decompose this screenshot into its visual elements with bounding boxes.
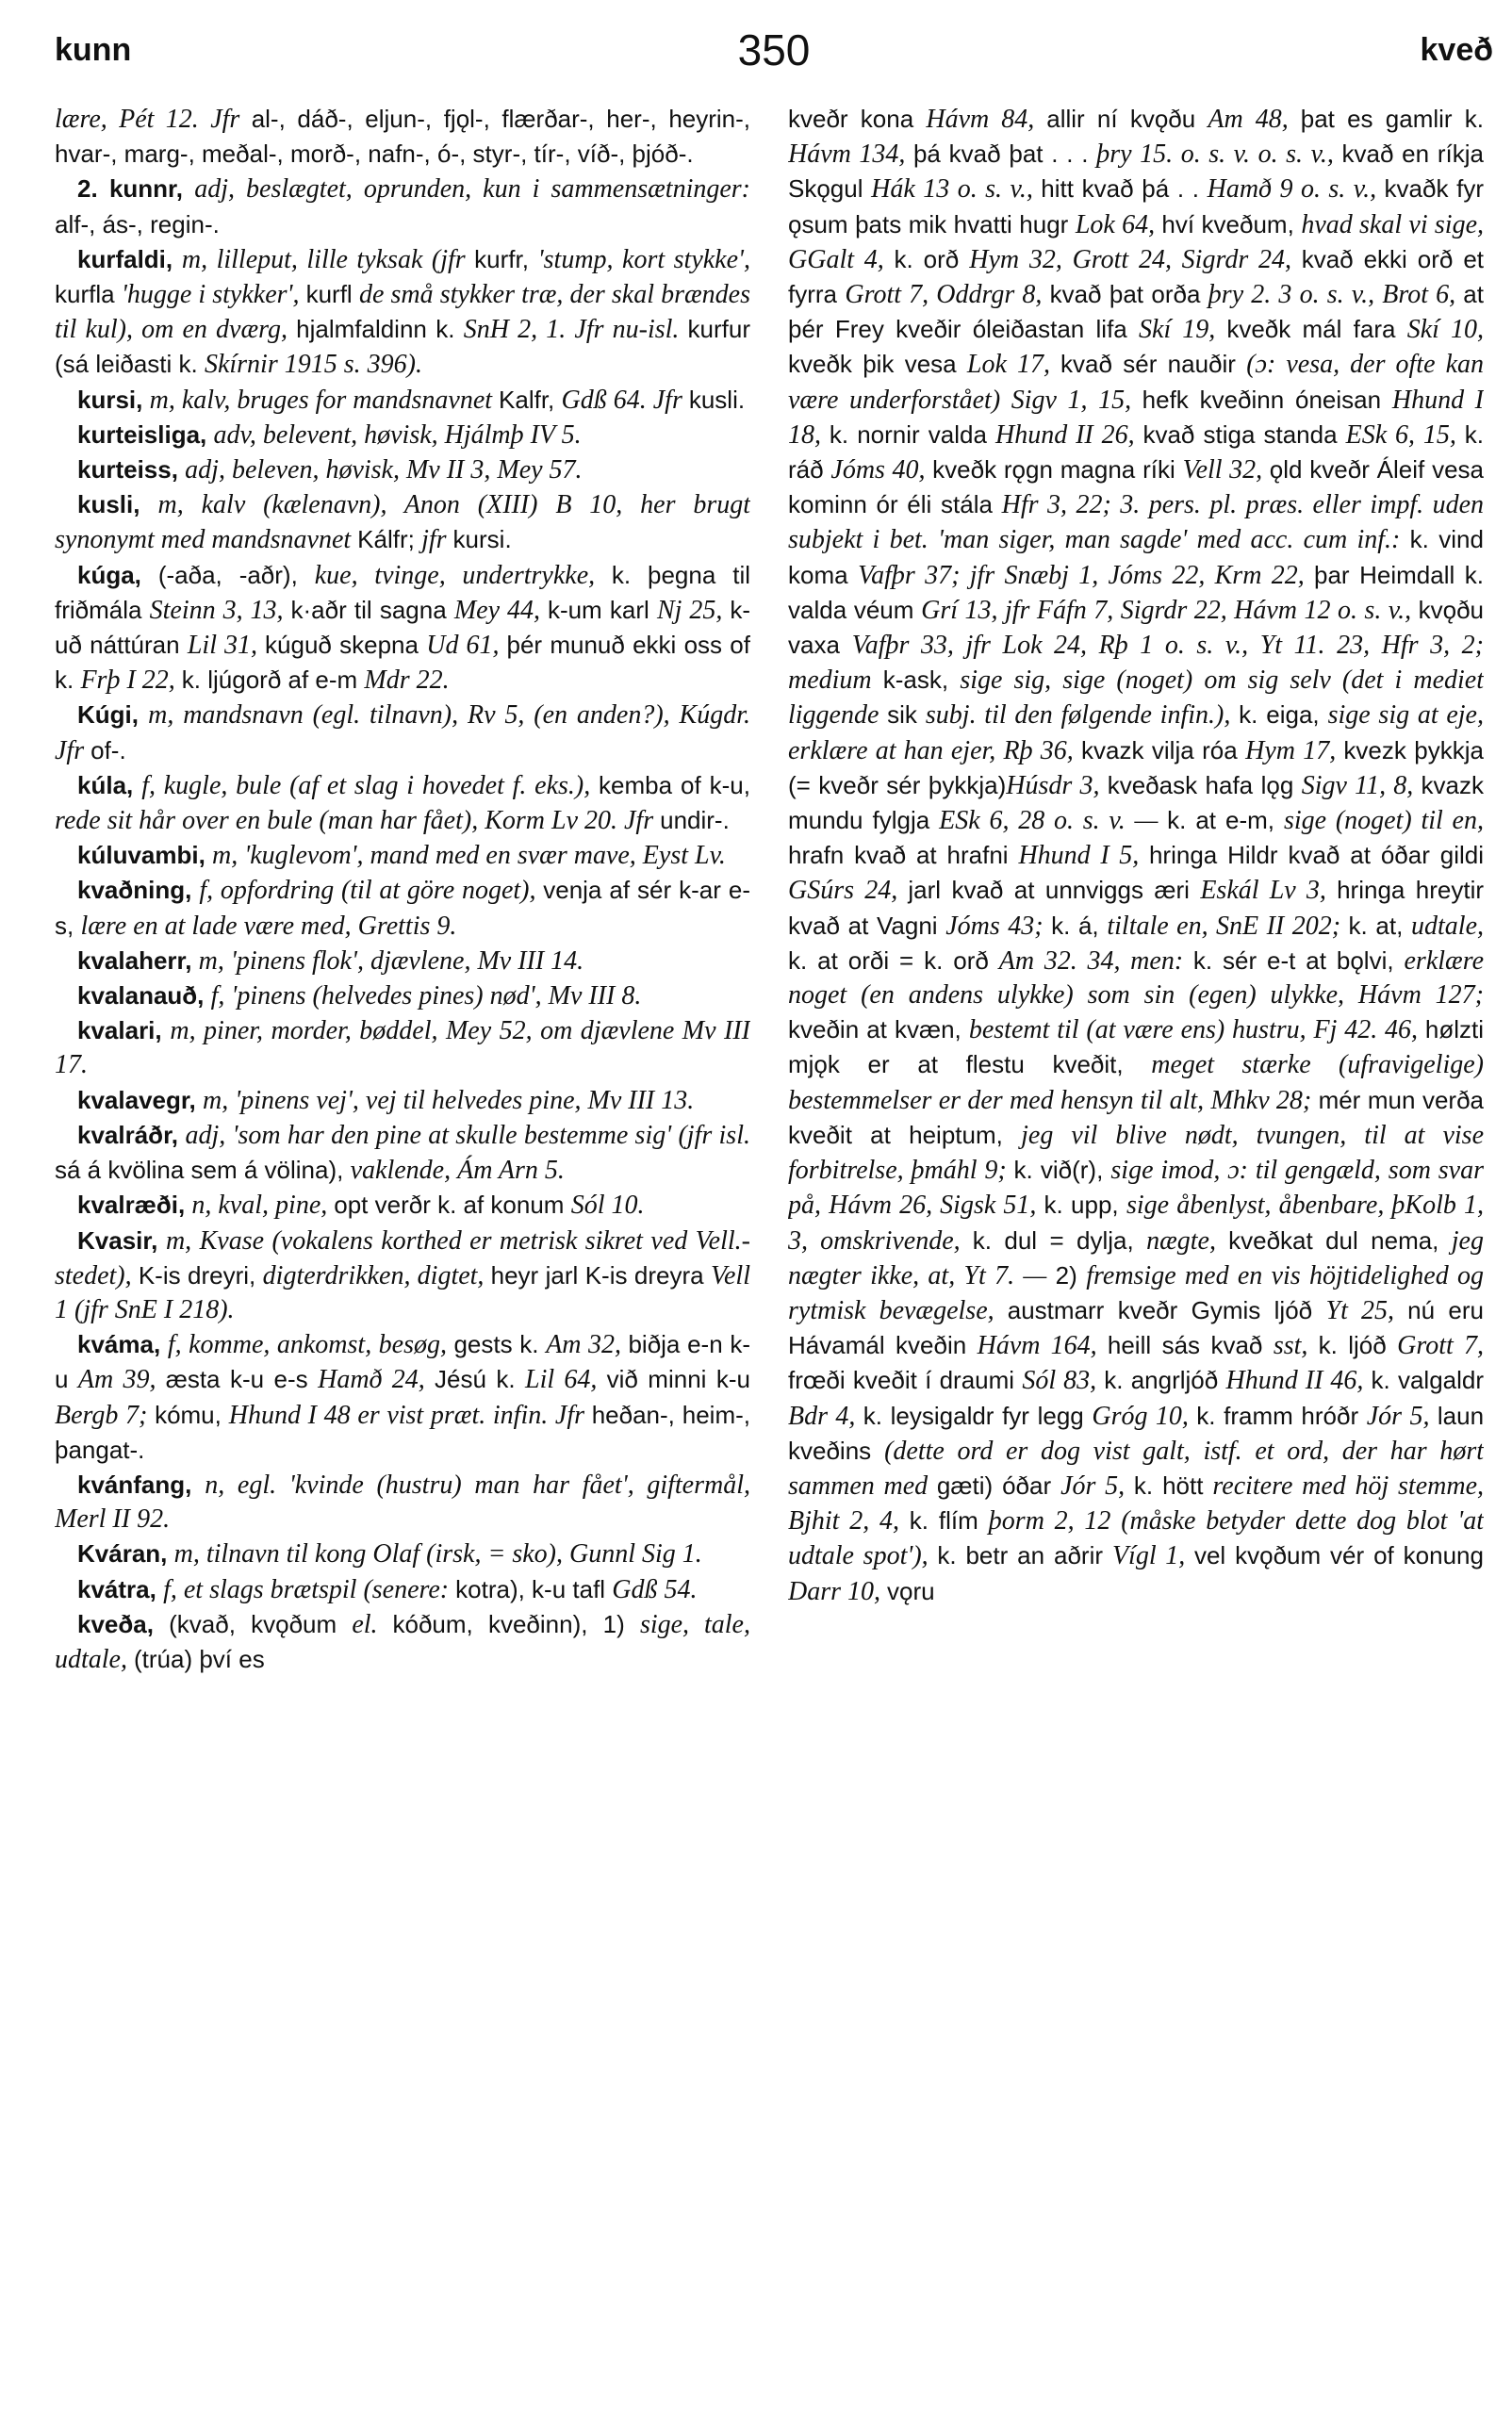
old-norse-text: nú eru Hávamál kveðin [788, 1295, 1484, 1360]
italic-gloss: Grí 13, jfr Fáfn 7, Sigrdr 22, Hávm 12 o. s. v., [921, 595, 1419, 625]
italic-gloss: Eskál Lv 3, [1200, 876, 1338, 906]
old-norse-text: undir-. [660, 806, 730, 835]
old-norse-text: al-, dáð-, eljun-, fjǫl-, flærðar-, her-, heyrin-, hvar-, marg-, meðal-, morð-, nafn-, ó-, styr-, tír-, víð-, þjóð-. [55, 105, 750, 169]
italic-gloss: 'stump, kort stykke', [537, 244, 750, 274]
italic-gloss: rede sit hår over en bule (man har fået), Korm Lv 20. Jfr [55, 806, 661, 836]
old-norse-text: kursi. [452, 525, 512, 554]
italic-gloss: Hávm 134, [788, 140, 913, 170]
dictionary-entry [55, 1468, 750, 1536]
italic-gloss: n, kval, pine, [191, 1191, 335, 1221]
italic-gloss: Lil 64, [525, 1365, 607, 1395]
old-norse-text: k. ráð [788, 419, 1484, 485]
italic-gloss: Hák 13 o. s. v., [871, 174, 1042, 205]
old-norse-text: of-. [90, 735, 126, 764]
page-number: 350 [737, 25, 811, 74]
old-norse-text: sik [887, 700, 926, 730]
headword: kúluvambi, [77, 841, 213, 870]
dictionary-entry [55, 452, 750, 487]
italic-gloss: Lil 31, [187, 631, 266, 661]
italic-gloss: lære, Pét 12. Jfr [55, 105, 252, 134]
old-norse-text: kurfur (sá leiðasti k. [55, 315, 750, 379]
old-norse-text: k. ljóð [1318, 1331, 1398, 1360]
italic-gloss: n, egl. 'kvinde (hustru) man har fået', giftermål, Merl II 92. [55, 1470, 750, 1535]
italic-gloss: Am 32, [546, 1330, 629, 1360]
headword: kvalari, [77, 1016, 171, 1045]
headword: kúla, [77, 770, 142, 799]
old-norse-text: kvezk þykkja (= kveðr sér þykkja) [788, 735, 1484, 799]
headword: kusli, [77, 490, 158, 519]
italic-gloss: Mdr 22. [364, 666, 450, 696]
continued-entry [55, 102, 750, 172]
old-norse-text: Kálfr; [357, 525, 422, 554]
old-norse-text: jarl kvað at unnviggs æri [908, 876, 1201, 905]
italic-gloss: sige åbenlyst, åbenbare, þKolb 1, 3, omskrivende, [788, 1191, 1484, 1256]
old-norse-text: Kalfr, [499, 385, 562, 414]
headword: kvalráðr, [77, 1120, 186, 1149]
old-norse-text: hrafn kvað at hrafni [788, 841, 1019, 870]
old-norse-text: k. þegna til friðmála [55, 560, 750, 624]
old-norse-text: hringa hreytir kvað at Vagni [788, 876, 1484, 940]
old-norse-text: kvaðk fyr ǫsum þats mik hvatti hugr [788, 174, 1484, 238]
headword: kvalræði, [77, 1191, 192, 1220]
old-norse-text: Jésú k. [434, 1365, 526, 1394]
old-norse-text: k-uð náttúran [55, 595, 750, 660]
italic-gloss: el. [352, 1609, 393, 1639]
old-norse-text: kvað ekki orð et fyrra [788, 244, 1484, 309]
old-norse-text: kveðk mál fara [1226, 315, 1407, 344]
italic-gloss: Húsdr 3, [1006, 770, 1108, 800]
italic-gloss: adj, 'som har den pine at skulle bestemme sig' (jfr isl. [185, 1120, 750, 1150]
italic-gloss: Hym 17, [1245, 735, 1344, 765]
headword: kvátra, [77, 1574, 164, 1603]
dictionary-entry [55, 873, 750, 943]
old-norse-text: k. angrljóð [1104, 1366, 1226, 1395]
italic-gloss: þry 2. 3 o. s. v., Brot 6, [1208, 280, 1464, 310]
old-norse-text: æsta k-u e-s [165, 1365, 319, 1394]
old-norse-text: kvazk vilja róa [1081, 735, 1246, 764]
old-norse-text: sá á kvölina sem á völina), [55, 1156, 351, 1185]
old-norse-text: kusli. [688, 385, 746, 414]
italic-gloss: m, piner, morder, bøddel, Mey 52, om djævlene Mv III 17. [55, 1016, 750, 1080]
old-norse-text: mér mun verða kveðit at heiptum, [788, 1085, 1484, 1149]
italic-gloss: sige imod, ɔ: til gengæld, som svar på, Hávm 26, Sigsk 51, [788, 1156, 1484, 1221]
old-norse-text: kemba of k-u, [598, 770, 750, 799]
italic-gloss: f, komme, ankomst, besøg, [167, 1330, 454, 1360]
text-columns [55, 102, 1484, 2411]
old-norse-text: k. vind koma [788, 525, 1484, 589]
italic-gloss: Jóms 43; [945, 911, 1052, 941]
italic-gloss: f, et slags brætspil (senere: [163, 1574, 456, 1604]
italic-gloss: m, 'pinens vej', vej til helvedes pine, Mv III 13. [203, 1085, 695, 1115]
old-norse-text: k. at orði = k. orð [788, 945, 999, 975]
italic-gloss: Sól 10. [570, 1191, 645, 1221]
dictionary-entry [55, 1118, 750, 1188]
dictionary-entry [55, 1013, 750, 1082]
old-norse-text: kveðkat dul nema, [1228, 1225, 1452, 1255]
old-norse-text: k. at e-m, [1167, 806, 1284, 835]
old-norse-text: k. betr an aðrir [937, 1541, 1112, 1570]
italic-gloss: Hhund I 5, [1018, 841, 1149, 871]
italic-gloss: Lok 64, [1075, 209, 1162, 239]
italic-gloss: jeg vil blive nødt, tvungen, til at vise forbitrelse, þmáhl 9; [788, 1120, 1484, 1186]
italic-gloss: f, kugle, bule (af et slag i hovedet f. eks.), [141, 770, 599, 800]
old-norse-text: k. eiga, [1239, 700, 1328, 730]
old-norse-text: hjalmfaldinn k. [296, 315, 464, 344]
old-norse-text: k. nornir valda [829, 419, 995, 449]
italic-gloss: Hamð 9 o. s. v., [1207, 174, 1385, 205]
italic-gloss: Grott 7, [1397, 1331, 1484, 1361]
old-norse-text: k. dul = dylja, [972, 1225, 1147, 1255]
italic-gloss: Jór 5, [1060, 1471, 1134, 1501]
old-norse-text: k·aðr til sagna [290, 595, 454, 624]
italic-gloss: Vafþr 37; jfr Snæbj 1, Jóms 22, Krm 22, [858, 560, 1315, 590]
old-norse-text: vel kvǫðum vér of konung [1193, 1541, 1484, 1570]
old-norse-text: heðan-, heim-, þangat-. [55, 1400, 750, 1464]
old-norse-text: kotra), k-u tafl [455, 1574, 613, 1603]
dictionary-entry [55, 558, 750, 698]
italic-gloss: m, lilleput, lille tyksak (jfr [181, 244, 475, 274]
old-norse-text: k. framm hróðr [1196, 1401, 1367, 1430]
dictionary-entry [55, 172, 750, 241]
headword: kurteiss, [77, 455, 186, 485]
old-norse-text: 2) [1055, 1260, 1087, 1290]
italic-gloss: adj, beslægtet, oprunden, kun i sammensætninger: [194, 174, 750, 205]
italic-gloss: þorm 2, 12 (måske betyder dette dog blot 'at udtale spot'), [788, 1506, 1484, 1571]
italic-gloss: Hhund II 46, [1225, 1366, 1372, 1396]
italic-gloss: ESk 6, 28 o. s. v. — [939, 806, 1168, 836]
italic-gloss: f, opfordring (til at göre noget), [199, 876, 544, 906]
old-norse-text: k-um karl [547, 595, 657, 624]
italic-gloss: m, 'pinens flok', djævlene, Mv III 14. [198, 945, 584, 976]
italic-gloss: (dette ord er dog vist galt, istf. et ord, der har hørt sammen med [788, 1436, 1484, 1501]
dictionary-entry [55, 698, 750, 767]
italic-gloss: Am 48, [1208, 105, 1301, 134]
old-norse-text: kvað sér nauðir [1060, 350, 1247, 379]
left-guide-word: kunn [55, 32, 132, 68]
italic-gloss: Gdß 54. [612, 1574, 698, 1604]
headword: kvánfang, [77, 1470, 205, 1499]
italic-gloss: Am 39, [77, 1365, 166, 1395]
italic-gloss: Vell 32, [1182, 455, 1270, 485]
italic-gloss: Vell 1 (jfr SnE I 218). [55, 1260, 750, 1324]
old-norse-text: austmarr kveðr Gymis ljóð [1007, 1295, 1326, 1324]
headword: kvalaherr, [77, 945, 199, 975]
headword: kváma, [77, 1330, 168, 1359]
continued-entry [788, 102, 1484, 1609]
italic-gloss: lære en at lade være med, Grettis 9. [80, 911, 457, 941]
italic-gloss: Lok 17, [966, 350, 1061, 380]
italic-gloss: Sól 83, [1022, 1366, 1105, 1396]
old-norse-text: k. flím [909, 1506, 989, 1536]
old-norse-text: k-ask, [882, 666, 961, 695]
italic-gloss: recitere med höj stemme, Bjhit 2, 4, [788, 1471, 1484, 1536]
italic-gloss: (ɔ: vesa, der ofte kan være underforstået) Sigv 1, 15, [788, 350, 1484, 415]
old-norse-text: at þér Frey kveðir óleiðastan lifa [788, 280, 1484, 344]
italic-gloss: kue, tvinge, undertrykke, [314, 560, 612, 590]
old-norse-text: venja af sér k-ar e-s, [55, 876, 750, 940]
italic-gloss: Yt 25, [1325, 1295, 1408, 1325]
old-norse-text: K-is dreyri, [138, 1260, 263, 1290]
old-norse-text: kúguð skepna [265, 631, 427, 660]
italic-gloss: Jór 5, [1366, 1401, 1438, 1431]
headword: kvalanauð, [77, 981, 211, 1011]
italic-gloss: Darr 10, [788, 1576, 888, 1606]
italic-gloss: Hamð 24, [318, 1365, 435, 1395]
old-norse-text: k. upp, [1044, 1191, 1126, 1220]
old-norse-text: kveðk þik vesa [788, 350, 967, 379]
italic-gloss: Grott 7, Oddrgr 8, [845, 280, 1050, 310]
italic-gloss: Vafþr 33, jfr Lok 24, Rþ 1 o. s. v., Yt 11. 23, Hfr 3, 2; medium [788, 631, 1484, 696]
left-column [55, 102, 750, 2411]
dictionary-entry [55, 1327, 750, 1468]
dictionary-entry [55, 242, 750, 383]
old-norse-text: biðja e-n k-u [55, 1330, 750, 1394]
italic-gloss: Hfr 3, 22; 3. pers. pl. præs. eller impf. uden subjekt i bet. 'man siger, man sagde' med acc. cum inf.: [788, 490, 1484, 555]
old-norse-text: k. ljúgorð af e-m [181, 666, 365, 695]
italic-gloss: bestemt til (at være ens) hustru, Fj 42. 46, [968, 1015, 1425, 1045]
right-column [788, 102, 1484, 2411]
italic-gloss: Hhund I 48 er vist præt. infin. Jfr [228, 1400, 592, 1430]
italic-gloss: þry 15. o. s. v. o. s. v., [1096, 140, 1342, 170]
italic-gloss: 'hugge i stykker', [121, 280, 306, 310]
italic-gloss: adv, belevent, høvisk, Hjálmþ IV 5. [213, 419, 582, 450]
headword: kvaðning, [77, 876, 200, 905]
italic-gloss: m, kalv (kælenavn), Anon (XIII) B 10, her brugt synonymt med mandsnavnet [55, 490, 750, 555]
italic-gloss: Bergb 7; [55, 1400, 156, 1430]
old-norse-text: vǫru [887, 1576, 935, 1605]
italic-gloss: fremsige med en vis höjtidelighed og rytmisk bevægelse, [788, 1260, 1484, 1325]
old-norse-text: við minni k-u [606, 1365, 750, 1394]
old-norse-text: kvað en ríkja Skǫgul [788, 140, 1484, 204]
headword: kveða, [77, 1609, 170, 1638]
italic-gloss: meget stærke (ufravigelige) bestemmelser er der med hensyn til alt, Mhkv 28; [788, 1050, 1484, 1115]
dictionary-entry [55, 1188, 750, 1223]
old-norse-text: laun kveðins [788, 1401, 1484, 1465]
italic-gloss: Skí 19, [1139, 315, 1227, 345]
dictionary-entry [55, 1224, 750, 1328]
dictionary-entry [55, 487, 750, 557]
old-norse-text: k. hött [1133, 1471, 1213, 1500]
headword: 2. kunnr, [77, 174, 195, 204]
headword: Kvasir, [77, 1225, 166, 1255]
italic-gloss: sige (noget) til en, [1283, 806, 1484, 836]
dictionary-entry [55, 1083, 750, 1118]
old-norse-text: þá kvað þat . . . [912, 140, 1097, 169]
old-norse-text: hefk kveðinn óneisan [1142, 385, 1392, 414]
old-norse-text: kurfr, [474, 244, 538, 273]
old-norse-text: k. at, [1348, 911, 1412, 940]
italic-gloss: hvad skal vi sige, GGalt 4, [788, 209, 1484, 274]
headword: Kúgi, [77, 700, 149, 730]
old-norse-text: hví kveðum, [1161, 209, 1302, 238]
old-norse-text: hringa Hildr kvað at óðar gildi [1148, 841, 1484, 870]
old-norse-text: allir ní kvǫðu [1046, 105, 1208, 133]
old-norse-text: heill sás kvað [1107, 1331, 1274, 1360]
italic-gloss: Hym 32, Grott 24, Sigrdr 24, [969, 244, 1302, 274]
headword: kvalavegr, [77, 1085, 203, 1114]
old-norse-text: ǫld kveðr Áleif vesa kominn ór éli stála [788, 455, 1484, 519]
headword: kurfaldi, [77, 244, 182, 273]
old-norse-text: kveðk rǫgn magna ríki [932, 455, 1183, 485]
italic-gloss: Ud 61, [426, 631, 507, 661]
old-norse-text: kveðask hafa lǫg [1107, 770, 1302, 799]
old-norse-text: kveðin at kvæn, [788, 1015, 969, 1044]
italic-gloss: digterdrikken, digtet, [262, 1260, 491, 1290]
italic-gloss: vaklende, Ám Arn 5. [350, 1156, 565, 1186]
italic-gloss: Hhund I 18, [788, 385, 1484, 450]
italic-gloss: Vígl 1, [1111, 1541, 1194, 1571]
old-norse-text: þat es gamlir k. [1300, 105, 1484, 133]
dictionary-entry [55, 1536, 750, 1571]
old-norse-text: kvǫðu vaxa [788, 595, 1484, 660]
right-guide-word: kveð [1420, 32, 1493, 68]
old-norse-text: opt verðr k. af konum [334, 1191, 571, 1220]
italic-gloss: m, kalv, bruges for mandsnavnet [149, 385, 500, 415]
italic-gloss: adj, beleven, høvisk, Mv II 3, Mey 57. [185, 455, 583, 485]
old-norse-text: kveðr kona [788, 105, 927, 133]
old-norse-text: k. valgaldr [1371, 1366, 1484, 1395]
running-head [55, 25, 1493, 81]
italic-gloss: jfr [421, 525, 453, 555]
italic-gloss: m, mandsnavn (egl. tilnavn), Rv 5, (en anden?), Kúgdr. Jfr [55, 700, 750, 765]
dictionary-entry [55, 418, 750, 452]
italic-gloss: sige, tale, udtale, [55, 1609, 750, 1674]
italic-gloss: Gróg 10, [1092, 1401, 1197, 1431]
italic-gloss: Steinn 3, 13, [149, 595, 291, 625]
italic-gloss: Sigv 11, 8, [1301, 770, 1422, 800]
italic-gloss: SnH 2, 1. Jfr nu-isl. [463, 315, 688, 345]
old-norse-text: kóðum, kveðinn), 1) [392, 1609, 640, 1638]
italic-gloss: Mey 44, [453, 595, 548, 625]
old-norse-text: alf-, ás-, regin-. [55, 209, 220, 238]
italic-gloss: m, Kvase (vokalens korthed er metrisk sikret ved Vell.-stedet), [55, 1225, 750, 1290]
old-norse-text: k. orð [894, 244, 970, 273]
dictionary-entry [55, 383, 750, 418]
italic-gloss: Hávm 84, [926, 105, 1047, 134]
old-norse-text: k. leysigaldr fyr legg [863, 1401, 1093, 1430]
italic-gloss: subj. til den følgende infin.), [925, 700, 1240, 731]
italic-gloss: Skí 10, [1406, 315, 1484, 345]
dictionary-entry [55, 1572, 750, 1607]
italic-gloss: erklære noget (en andens ulykke) som sin (egen) ulykke, Hávm 127; [788, 945, 1484, 1011]
italic-gloss: tiltale en, SnE II 202; [1107, 911, 1349, 941]
old-norse-text: þar Heimdall k. valda véum [788, 560, 1484, 624]
italic-gloss: m, 'kuglevom', mand med en svær mave, Eyst Lv. [212, 841, 726, 871]
italic-gloss: udtale, [1411, 911, 1484, 941]
old-norse-text: (-aða, -aðr), [157, 560, 315, 589]
dictionary-entry [55, 1607, 750, 1677]
italic-gloss: Nj 25, [656, 595, 731, 625]
old-norse-text: (kvað, kvǫðum [169, 1609, 353, 1638]
old-norse-text: gæti) óðar [936, 1471, 1061, 1500]
italic-gloss: Skírnir 1915 s. 396). [204, 350, 422, 380]
italic-gloss: de små stykker træ, der skal brændes til kul), om en dværg, [55, 280, 750, 345]
dictionary-entry [55, 838, 750, 873]
old-norse-text: kvazk mundu fylgja [788, 770, 1484, 835]
italic-gloss: Frþ I 22, [80, 666, 182, 696]
old-norse-text: kurfla [55, 280, 122, 309]
italic-gloss: GSúrs 24, [788, 876, 909, 906]
old-norse-text: hølzti mjǫk er at flestu kveðit, [788, 1015, 1484, 1079]
headword: kúga, [77, 560, 158, 589]
italic-gloss: f, 'pinens (helvedes pines) nød', Mv III 8. [210, 981, 642, 1011]
italic-gloss: jeg nægter ikke, at, Yt 7. — [788, 1225, 1484, 1290]
headword: kurteisliga, [77, 419, 214, 449]
headword: kursi, [77, 385, 150, 414]
italic-gloss: Hhund II 26, [995, 419, 1143, 450]
italic-gloss: Jóms 40, [830, 455, 933, 485]
italic-gloss: Gdß 64. Jfr [561, 385, 689, 415]
old-norse-text: k. á, [1051, 911, 1108, 940]
dictionary-entry [55, 768, 750, 838]
old-norse-text: kómu, [155, 1400, 229, 1429]
italic-gloss: Bdr 4, [788, 1401, 863, 1431]
old-norse-text: kvað stiga standa [1142, 419, 1346, 449]
old-norse-text: gests k. [453, 1330, 547, 1359]
italic-gloss: m, tilnavn til kong Olaf (irsk, = sko), Gunnl Sig 1. [173, 1539, 702, 1569]
italic-gloss: sige sig at eje, erklære at han ejer, Rþ 36, [788, 700, 1484, 765]
italic-gloss: Hávm 164, [977, 1331, 1108, 1361]
old-norse-text: k. við(r), [1013, 1156, 1111, 1185]
old-norse-text: heyr jarl K-is dreyra [490, 1260, 711, 1290]
old-norse-text: (trúa) því es [134, 1644, 265, 1673]
dictionary-entry [55, 978, 750, 1013]
italic-gloss: sige sig, sige (noget) om sig selv (det i mediet liggende [788, 666, 1484, 731]
italic-gloss: nægte, [1146, 1225, 1229, 1256]
dictionary-entry [55, 944, 750, 978]
old-norse-text: þér munuð ekki oss of k. [55, 631, 750, 695]
headword: Kváran, [77, 1539, 174, 1569]
italic-gloss: ESk 6, 15, [1345, 419, 1465, 450]
italic-gloss: sst, [1273, 1331, 1319, 1361]
old-norse-text: kurfl [305, 280, 360, 309]
old-norse-text: kvað þat orða [1049, 280, 1208, 309]
old-norse-text: k. sér e-t at bǫlvi, [1192, 945, 1405, 975]
italic-gloss: Am 32. 34, men: [998, 945, 1193, 976]
old-norse-text: frœði kveðit í draumi [788, 1366, 1023, 1395]
old-norse-text: hitt kvað þá . . [1041, 174, 1208, 204]
